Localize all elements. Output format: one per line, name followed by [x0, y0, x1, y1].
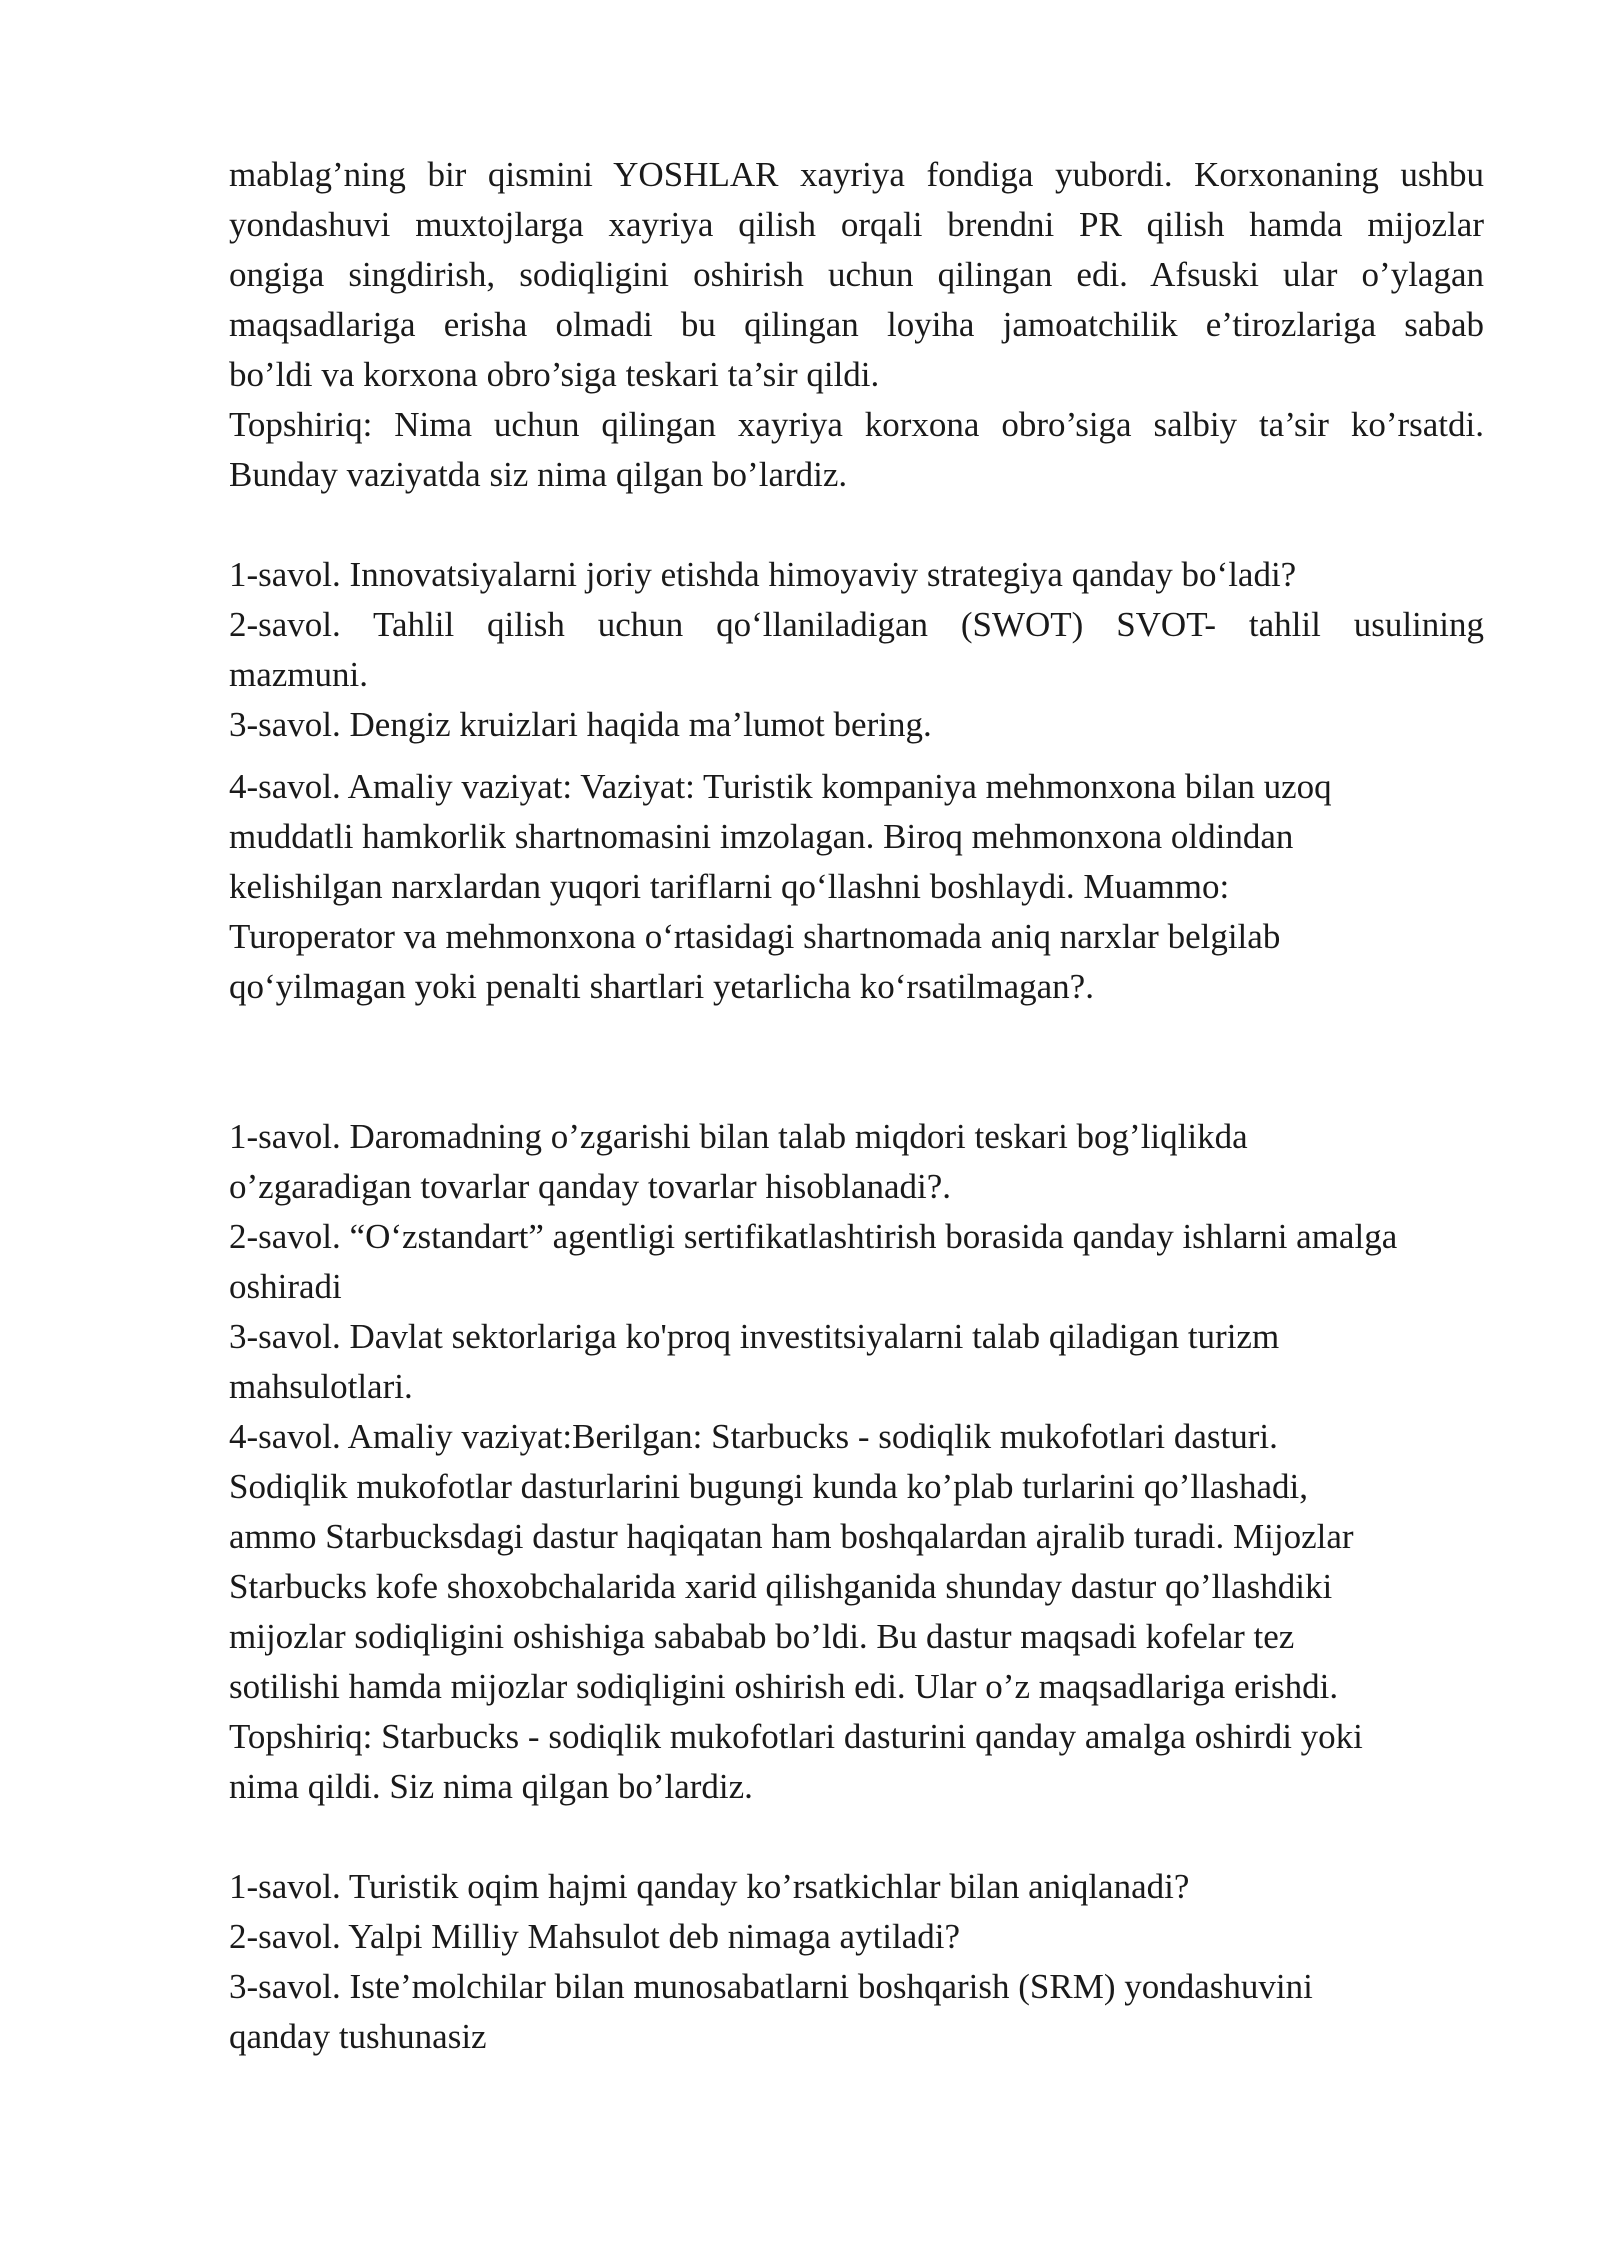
question-line: 3-savol. Iste’molchilar bilan munosabatlarni boshqarish (SRM) yondashuvini	[229, 1967, 1313, 2006]
question-line: qanday tushunasiz	[229, 2017, 487, 2056]
question-line: 1-savol. Turistik oqim hajmi qanday ko’rsatkichlar bilan aniqlanadi?	[229, 1867, 1190, 1906]
text-line: Bunday vaziyatda siz nima qilgan bo’lardiz.	[229, 455, 848, 494]
question-line: 2-savol. Yalpi Milliy Mahsulot deb nimaga aytiladi?	[229, 1917, 961, 1956]
case-question	[229, 762, 1484, 1012]
task-paragraph	[229, 400, 1484, 500]
question-line: mahsulotlari.	[229, 1367, 413, 1406]
question-line: mijozlar sodiqligini oshishiga sababab bo’ldi. Bu dastur maqsadi kofelar tez	[229, 1617, 1295, 1656]
text-line: bo’ldi va korxona obro’siga teskari ta’sir qildi.	[229, 355, 880, 394]
text-line: maqsadlariga erisha olmadi bu qilingan loyiha jamoatchilik e’tirozlariga sabab	[229, 305, 1484, 344]
text-line: yondashuvi muxtojlarga xayriya qilish orqali brendni PR qilish hamda mijozlar	[229, 205, 1484, 244]
question-line: 1-savol. Daromadning o’zgarishi bilan talab miqdori teskari bog’liqlikda	[229, 1117, 1248, 1156]
text-line: ongiga singdirish, sodiqligini oshirish uchun qilingan edi. Afsuski ular o’ylagan	[229, 255, 1484, 294]
question-line: ammo Starbucksdagi dastur haqiqatan ham boshqalardan ajralib turadi. Mijozlar	[229, 1517, 1354, 1556]
text-line: mablag’ning bir qismini YOSHLAR xayriya fondiga yubordi. Korxonaning ushbu	[229, 155, 1484, 194]
question-line: 2-savol. “O‘zstandart” agentligi sertifikatlashtirish borasida qanday ishlarni amalga	[229, 1217, 1398, 1256]
question-line: Starbucks kofe shoxobchalarida xarid qilishganida shunday dastur qo’llashdiki	[229, 1567, 1333, 1606]
question-line: Sodiqlik mukofotlar dasturlarini bugungi kunda ko’plab turlarini qo’llashadi,	[229, 1467, 1308, 1506]
question-list	[229, 1112, 1484, 1812]
question-line: 2-savol. Tahlil qilish uchun qo‘llaniladigan (SWOT) SVOT- tahlil usulining	[229, 605, 1484, 644]
question-line: Turoperator va mehmonxona o‘rtasidagi shartnomada aniq narxlar belgilab	[229, 917, 1281, 956]
spacer	[229, 1012, 1484, 1112]
case-paragraph	[229, 150, 1484, 400]
question-line: o’zgaradigan tovarlar qanday tovarlar hisoblanadi?.	[229, 1167, 952, 1206]
spacer	[229, 1812, 1484, 1862]
question-line: qo‘yilmagan yoki penalti shartlari yetarlicha ko‘rsatilmagan?.	[229, 967, 1094, 1006]
spacer	[229, 500, 1484, 550]
spacer	[229, 750, 1484, 762]
question-line: nima qildi. Siz nima qilgan bo’lardiz.	[229, 1767, 753, 1806]
question-line: Topshiriq: Starbucks - sodiqlik mukofotlari dasturini qanday amalga oshirdi yoki	[229, 1717, 1363, 1756]
question-line: 4-savol. Amaliy vaziyat:Berilgan: Starbucks - sodiqlik mukofotlari dasturi.	[229, 1417, 1278, 1456]
question-list	[229, 550, 1484, 750]
question-line: sotilishi hamda mijozlar sodiqligini oshirish edi. Ular o’z maqsadlariga erishdi.	[229, 1667, 1339, 1706]
question-line: 1-savol. Innovatsiyalarni joriy etishda himoyaviy strategiya qanday bo‘ladi?	[229, 555, 1297, 594]
document-body	[229, 150, 1484, 2062]
question-line: kelishilgan narxlardan yuqori tariflarni qo‘llashni boshlaydi. Muammo:	[229, 867, 1230, 906]
question-line: 3-savol. Davlat sektorlariga ko'proq investitsiyalarni talab qiladigan turizm	[229, 1317, 1280, 1356]
question-list	[229, 1862, 1484, 2062]
question-line: muddatli hamkorlik shartnomasini imzolagan. Biroq mehmonxona oldindan	[229, 817, 1294, 856]
question-line: 3-savol. Dengiz kruizlari haqida ma’lumot bering.	[229, 705, 932, 744]
question-line: oshiradi	[229, 1267, 342, 1306]
question-line: 4-savol. Amaliy vaziyat: Vaziyat: Turistik kompaniya mehmonxona bilan uzoq	[229, 767, 1332, 806]
text-line: Topshiriq: Nima uchun qilingan xayriya korxona obro’siga salbiy ta’sir ko’rsatdi.	[229, 405, 1484, 444]
question-line: mazmuni.	[229, 655, 368, 694]
